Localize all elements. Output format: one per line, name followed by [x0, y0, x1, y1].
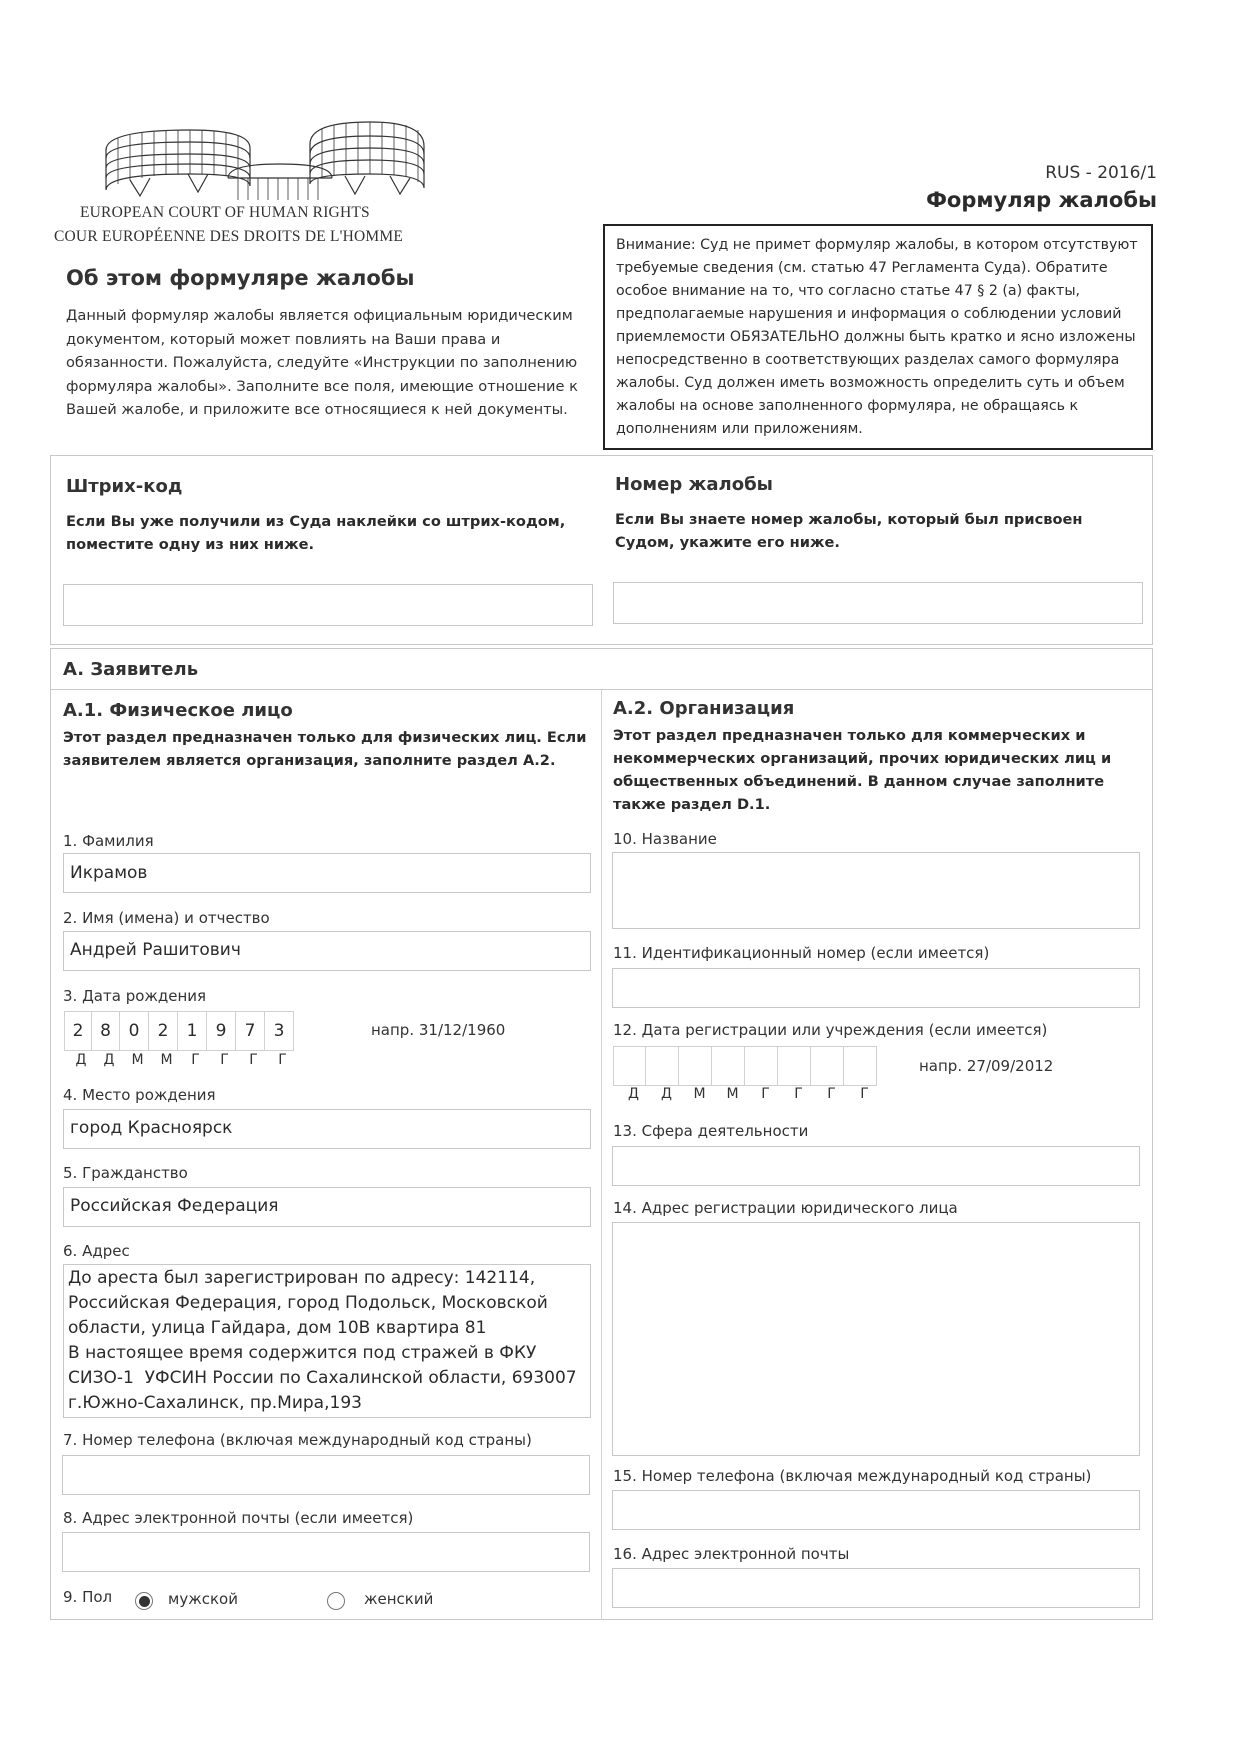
dob-legend [67, 1052, 297, 1068]
application-number-note: Если Вы знаете номер жалобы, который был присвоен Судом, укажите его ниже. [615, 511, 1083, 551]
applicant-section-header [50, 648, 1153, 690]
org-email-field[interactable] [612, 1568, 1140, 1608]
activity-field[interactable] [612, 1146, 1140, 1186]
address-line: В настоящее время содержится под стражей в ФКУ [68, 1343, 537, 1363]
first-names-field[interactable] [63, 931, 591, 971]
dob-legend-char: М [160, 1052, 173, 1068]
organisation-note: Этот раздел предназначен только для коммерческих и некоммерческих организаций, прочих юридических лиц и общественных объединений. В данном случае заполните также раздел D.1. [613, 727, 1112, 813]
dob-legend-char: Г [191, 1052, 200, 1068]
dob-digit[interactable]: 7 [236, 1012, 265, 1050]
dob-legend-char: Д [103, 1052, 115, 1068]
reg-date-field[interactable] [613, 1046, 877, 1086]
org-name-field[interactable] [612, 852, 1140, 929]
reg-date-digit[interactable] [844, 1047, 877, 1085]
nationality-value: Российская Федерация [70, 1196, 279, 1216]
email-field[interactable] [62, 1532, 590, 1572]
email-label: 8. Адрес электронной почты (если имеется) [63, 1509, 414, 1527]
address-field[interactable] [63, 1264, 591, 1418]
phone-label: 7. Номер телефона (включая международный код страны) [63, 1431, 532, 1449]
sex-female-label: женский [364, 1590, 434, 1608]
org-phone-field[interactable] [612, 1490, 1140, 1530]
dob-digit[interactable]: 2 [149, 1012, 178, 1050]
dob-label: 3. Дата рождения [63, 987, 207, 1005]
org-id-field[interactable] [612, 968, 1140, 1008]
dob-legend-char: Г [220, 1052, 229, 1068]
birthplace-label: 4. Место рождения [63, 1086, 216, 1104]
reg-date-digit[interactable] [811, 1047, 844, 1085]
dob-legend-char: Д [75, 1052, 87, 1068]
reg-date-digit[interactable] [613, 1047, 646, 1085]
reg-date-legend-char: Д [628, 1086, 639, 1102]
reg-date-digit[interactable] [778, 1047, 811, 1085]
reg-date-digit[interactable] [646, 1047, 679, 1085]
section-a-title: A. Заявитель [63, 659, 199, 680]
reg-address-label: 14. Адрес регистрации юридического лица [613, 1199, 958, 1217]
dob-example: напр. 31/12/1960 [371, 1021, 506, 1039]
reg-date-legend-char: Г [827, 1086, 836, 1102]
application-number-field[interactable] [613, 582, 1143, 624]
surname-field[interactable] [63, 853, 591, 893]
court-name-fr: COUR EUROPÉENNE DES DROITS DE L'HOMME [54, 228, 404, 245]
barcode-field[interactable] [63, 584, 593, 626]
form-title: Формуляр жалобы [926, 188, 1157, 212]
org-id-label: 11. Идентификационный номер (если имеется) [613, 944, 990, 962]
individual-note: Этот раздел предназначен только для физических лиц. Если заявителем является организация, заполните раздел А.2. [63, 729, 587, 769]
reg-date-label: 12. Дата регистрации или учреждения (если имеется) [613, 1021, 1048, 1039]
birthplace-value: город Красноярск [70, 1118, 233, 1138]
application-number-title: Номер жалобы [615, 474, 773, 495]
org-name-label: 10. Название [613, 830, 717, 848]
reg-date-digit[interactable] [745, 1047, 778, 1085]
first-names-value: Андрей Рашитович [70, 940, 241, 960]
court-name-en: EUROPEAN COURT OF HUMAN RIGHTS [80, 204, 370, 221]
dob-digit[interactable]: 3 [265, 1012, 294, 1050]
about-text: Данный формуляр жалобы является официальным юридическим документом, который может повлиять на Ваши права и обязанности. Пожалуйста, следуйте «Инструкции по заполнению формуляра жалобы». Заполните все поля, имеющие отношение к Вашей жалобе, и приложите все относящиеся к ней документы. [66, 307, 578, 418]
about-title: Об этом формуляре жалобы [66, 266, 415, 290]
warning-box: Внимание: Суд не примет формуляр жалобы, в котором отсутствуют требуемые сведения (см. статью 47 Регламента Суда). Обратите особое внимание на то, что согласно статье 47 § 2 (а) факты, предполагаемые нарушения и информация о соблюдении условий приемлемости ОБЯЗАТЕЛЬНО должны быть кратко и ясно изложены непосредственно в соответствующих разделах самого формуляра жалобы. Суд должен иметь возможность определить суть и объем жалобы на основе заполненного формуляра, не обращаясь к дополнениям или приложениям. [603, 224, 1153, 450]
barcode-title: Штрих-код [66, 476, 183, 497]
sex-male-label: мужской [168, 1590, 238, 1608]
dob-digit[interactable]: 2 [64, 1012, 92, 1050]
org-phone-label: 15. Номер телефона (включая международный код страны) [613, 1467, 1092, 1485]
reg-date-legend-char: М [693, 1086, 706, 1102]
surname-label: 1. Фамилия [63, 832, 154, 850]
reg-date-example: напр. 27/09/2012 [919, 1057, 1054, 1075]
dob-digit[interactable]: 1 [178, 1012, 207, 1050]
reg-date-legend-char: Д [661, 1086, 672, 1102]
reg-date-digit[interactable] [712, 1047, 745, 1085]
reg-date-legend-char: М [726, 1086, 739, 1102]
nationality-field[interactable] [63, 1187, 591, 1227]
court-logo [100, 108, 430, 203]
dob-legend-char: М [131, 1052, 144, 1068]
sex-male-radio[interactable] [135, 1592, 153, 1610]
nationality-label: 5. Гражданство [63, 1164, 188, 1182]
sex-label: 9. Пол [63, 1588, 113, 1606]
form-code: RUS - 2016/1 [1045, 163, 1157, 183]
reg-date-legend-char: Г [761, 1086, 770, 1102]
first-names-label: 2. Имя (имена) и отчество [63, 909, 270, 927]
dob-legend-char: Г [278, 1052, 287, 1068]
reg-date-legend-char: Г [860, 1086, 869, 1102]
dob-legend-char: Г [249, 1052, 258, 1068]
address-line: Российская Федерация, город Подольск, Московской [68, 1293, 548, 1313]
activity-label: 13. Сфера деятельности [613, 1122, 809, 1140]
organisation-title: А.2. Организация [613, 698, 795, 719]
dob-digit[interactable]: 8 [92, 1012, 120, 1050]
reg-date-digit[interactable] [679, 1047, 712, 1085]
phone-field[interactable] [62, 1455, 590, 1495]
address-line: СИЗО-1 УФСИН России по Сахалинской области, 693007 [68, 1368, 577, 1388]
org-email-label: 16. Адрес электронной почты [613, 1545, 850, 1563]
surname-value: Икрамов [70, 863, 148, 883]
barcode-note: Если Вы уже получили из Суда наклейки со штрих-кодом, поместите одну из них ниже. [66, 513, 566, 553]
reg-date-legend [617, 1086, 881, 1102]
column-divider [601, 690, 602, 1620]
address-line: До ареста был зарегистрирован по адресу: 142114, [68, 1268, 536, 1288]
court-building-icon [100, 108, 430, 203]
sex-female-radio[interactable] [327, 1592, 345, 1610]
reg-date-legend-char: Г [794, 1086, 803, 1102]
address-label: 6. Адрес [63, 1242, 130, 1260]
address-line: г.Южно-Сахалинск, пр.Мира,193 [68, 1393, 362, 1413]
address-line: области, улица Гайдара, дом 10В квартира 81 [68, 1318, 487, 1338]
individual-title: А.1. Физическое лицо [63, 700, 293, 721]
dob-field[interactable] [64, 1011, 294, 1051]
dob-digit[interactable]: 9 [207, 1012, 236, 1050]
reg-address-field[interactable] [612, 1222, 1140, 1456]
birthplace-field[interactable] [63, 1109, 591, 1149]
dob-digit[interactable]: 0 [120, 1012, 149, 1050]
